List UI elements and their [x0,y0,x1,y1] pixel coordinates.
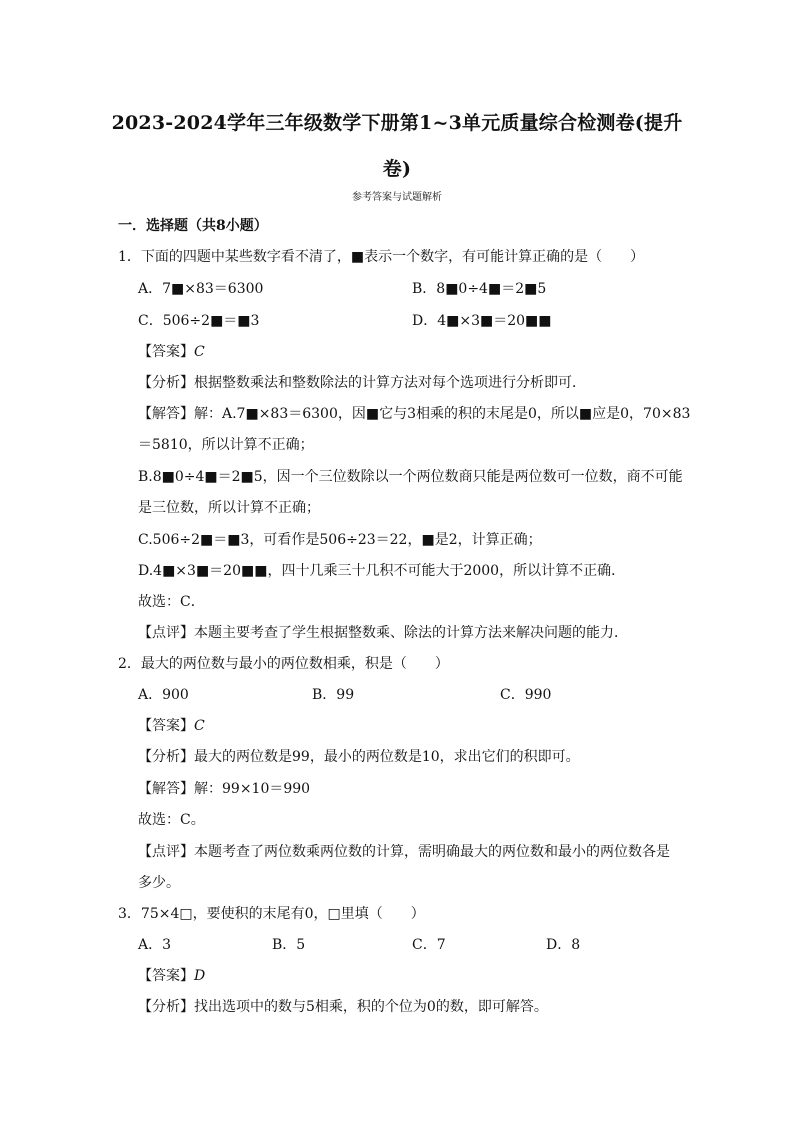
q1-option-a: A．7■×83＝6300 [138,281,264,297]
q2-answer [138,716,205,736]
q3-answer [138,966,205,986]
q1-option-b: B．8■0÷4■＝2■5 [412,281,547,297]
q2-option-c: C．990 [500,687,552,703]
q3-option-a: A．3 [138,937,172,953]
q3-answer-label: 【答案】 [138,968,194,984]
q2-analysis: 【分析】最大的两位数是99，最小的两位数是10，求出它们的积即可。 [138,749,580,765]
q2-answer-value: C [194,718,205,734]
q1-solution-line-2: ＝5810，所以计算不正确； [138,437,314,453]
q1-analysis: 【分析】根据整数乘法和整数除法的计算方法对每个选项进行分析即可． [138,375,586,391]
q3-stem: 3．75×4□，要使积的末尾有0，□里填（ ） [118,906,425,922]
q2-option-b: B．99 [312,687,355,703]
q1-answer-value: C [194,344,205,360]
q2-stem: 2．最大的两位数与最小的两位数相乘，积是（ ） [118,656,449,672]
q1-solution-line-4: 是三位数，所以计算不正确； [138,500,320,516]
q1-choice: 故选：C． [138,594,205,610]
q1-solution-line-3: B.8■0÷4■＝2■5，因一个三位数除以一个两位数商只能是两位数可一位数，商不可能 [138,469,683,485]
q1-solution-line-5: C.506÷2■＝■3，可看作是506÷23＝22，■是2，计算正确； [138,532,542,548]
q3-option-c: C．7 [412,937,446,953]
page-subtitle: 参考答案与试题解析 [352,192,442,203]
q2-comment-line-1: 【点评】本题考查了两位数乘两位数的计算，需明确最大的两位数和最小的两位数各是 [138,844,670,860]
q1-option-c: C．506÷2■＝■3 [138,313,260,329]
q1-option-d: D．4■×3■＝20■■ [412,313,552,329]
q3-option-b: B．5 [272,937,306,953]
q1-stem: 1．下面的四题中某些数字看不清了，■表示一个数字，有可能计算正确的是（ ） [118,249,645,265]
q2-solution: 【解答】解：99×10＝990 [138,781,311,797]
q2-option-a: A．900 [138,687,189,703]
q1-solution-line-6: D.4■×3■＝20■■，四十几乘三十几积不可能大于2000，所以计算不正确． [138,563,626,579]
page-title: 2023-2024学年三年级数学下册第1~3单元质量综合检测卷(提升卷) [111,112,683,180]
q2-answer-label: 【答案】 [138,718,194,734]
q1-answer [138,342,205,362]
q3-analysis: 【分析】找出选项中的数与5相乘，积的个位为0的数，即可解答。 [138,999,548,1015]
q1-comment: 【点评】本题主要考查了学生根据整数乘、除法的计算方法来解决问题的能力． [138,625,628,641]
q1-solution-line-1: 【解答】解：A.7■×83＝6300，因■它与3相乘的积的末尾是0，所以■应是0，70×83 [138,406,691,422]
section-heading: 一．选择题（共8小题） [118,218,268,234]
q3-answer-value: D [194,968,206,984]
q3-option-d: D．8 [546,937,581,953]
q2-choice: 故选：C。 [138,812,205,828]
q2-comment-line-2: 多少。 [138,875,180,891]
q1-answer-label: 【答案】 [138,344,194,360]
